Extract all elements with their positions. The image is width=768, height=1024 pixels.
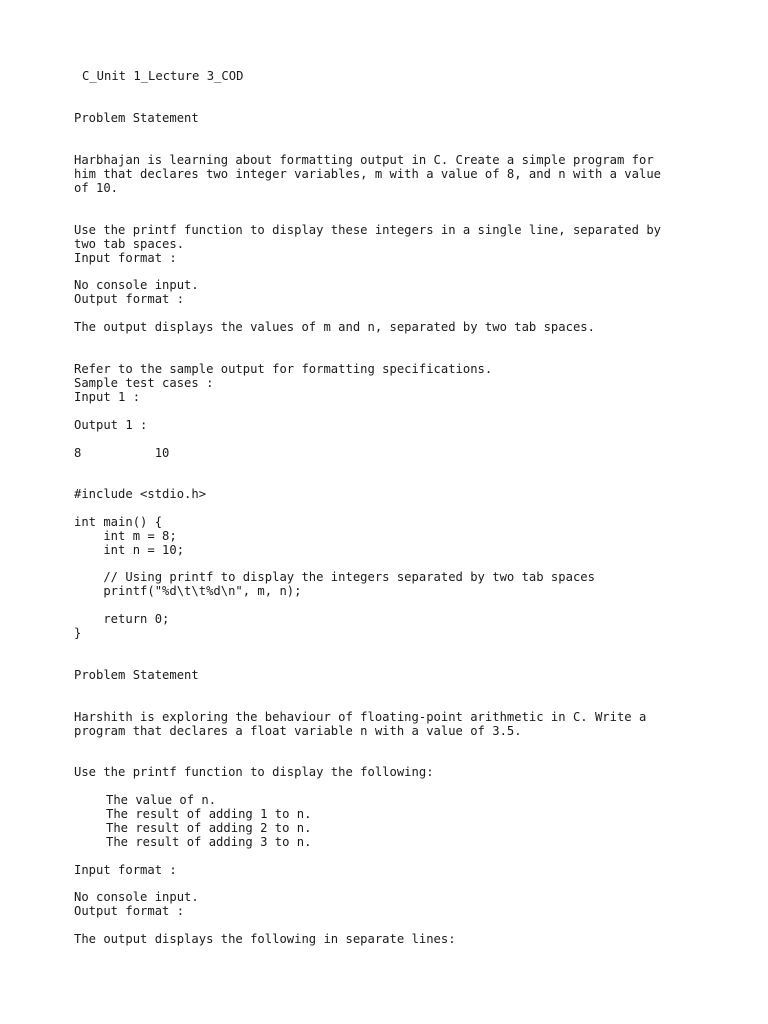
- list-item: The value of n.: [106, 793, 217, 807]
- document-title: C_Unit 1_Lecture 3_COD: [82, 69, 244, 83]
- problem-2-input-format: No console input.: [74, 890, 199, 904]
- code-line: int n = 10;: [74, 543, 185, 557]
- code-line: printf("%d\t\t%d\n", m, n);: [74, 584, 302, 598]
- problem-2-desc-line-1: Harshith is exploring the behaviour of floating-point arithmetic in C. Write a: [74, 710, 647, 724]
- problem-1-use-line-1: Use the printf function to display these integers in a single line, separated by: [74, 223, 661, 237]
- problem-1-input-format: No console input.: [74, 278, 199, 292]
- problem-2-output-format-label: Output format :: [74, 904, 185, 918]
- problem-1-output-1-value: 8 10: [74, 446, 170, 460]
- problem-2-use: Use the printf function to display the following:: [74, 765, 434, 779]
- code-line: int main() {: [74, 515, 163, 529]
- problem-1-output-format-label: Output format :: [74, 292, 185, 306]
- code-line: int m = 8;: [74, 529, 177, 543]
- problem-1-sample-label: Sample test cases :: [74, 376, 214, 390]
- problem-1-input-1-label: Input 1 :: [74, 390, 141, 404]
- list-item: The result of adding 3 to n.: [106, 835, 312, 849]
- code-line: }: [74, 626, 82, 640]
- problem-1-use-line-2: two tab spaces.: [74, 237, 185, 251]
- problem-1-desc-line-3: of 10.: [74, 181, 119, 195]
- list-item: The result of adding 2 to n.: [106, 821, 312, 835]
- code-line: // Using printf to display the integers separated by two tab spaces: [74, 570, 595, 584]
- list-item: The result of adding 1 to n.: [106, 807, 312, 821]
- problem-1-desc-line-1: Harbhajan is learning about formatting output in C. Create a simple program for: [74, 153, 654, 167]
- problem-1-refer: Refer to the sample output for formatting specifications.: [74, 362, 493, 376]
- problem-2-heading: Problem Statement: [74, 668, 199, 682]
- code-line: return 0;: [74, 612, 170, 626]
- problem-1-input-format-label: Input format :: [74, 251, 177, 265]
- problem-2-output-format: The output displays the following in separate lines:: [74, 932, 456, 946]
- problem-1-output-format: The output displays the values of m and n, separated by two tab spaces.: [74, 320, 595, 334]
- problem-1-output-1-label: Output 1 :: [74, 418, 148, 432]
- problem-2-desc-line-2: program that declares a float variable n with a value of 3.5.: [74, 724, 522, 738]
- problem-1-desc-line-2: him that declares two integer variables, m with a value of 8, and n with a value: [74, 167, 661, 181]
- code-line: #include <stdio.h>: [74, 487, 207, 501]
- problem-1-heading: Problem Statement: [74, 111, 199, 125]
- problem-2-input-format-label: Input format :: [74, 863, 177, 877]
